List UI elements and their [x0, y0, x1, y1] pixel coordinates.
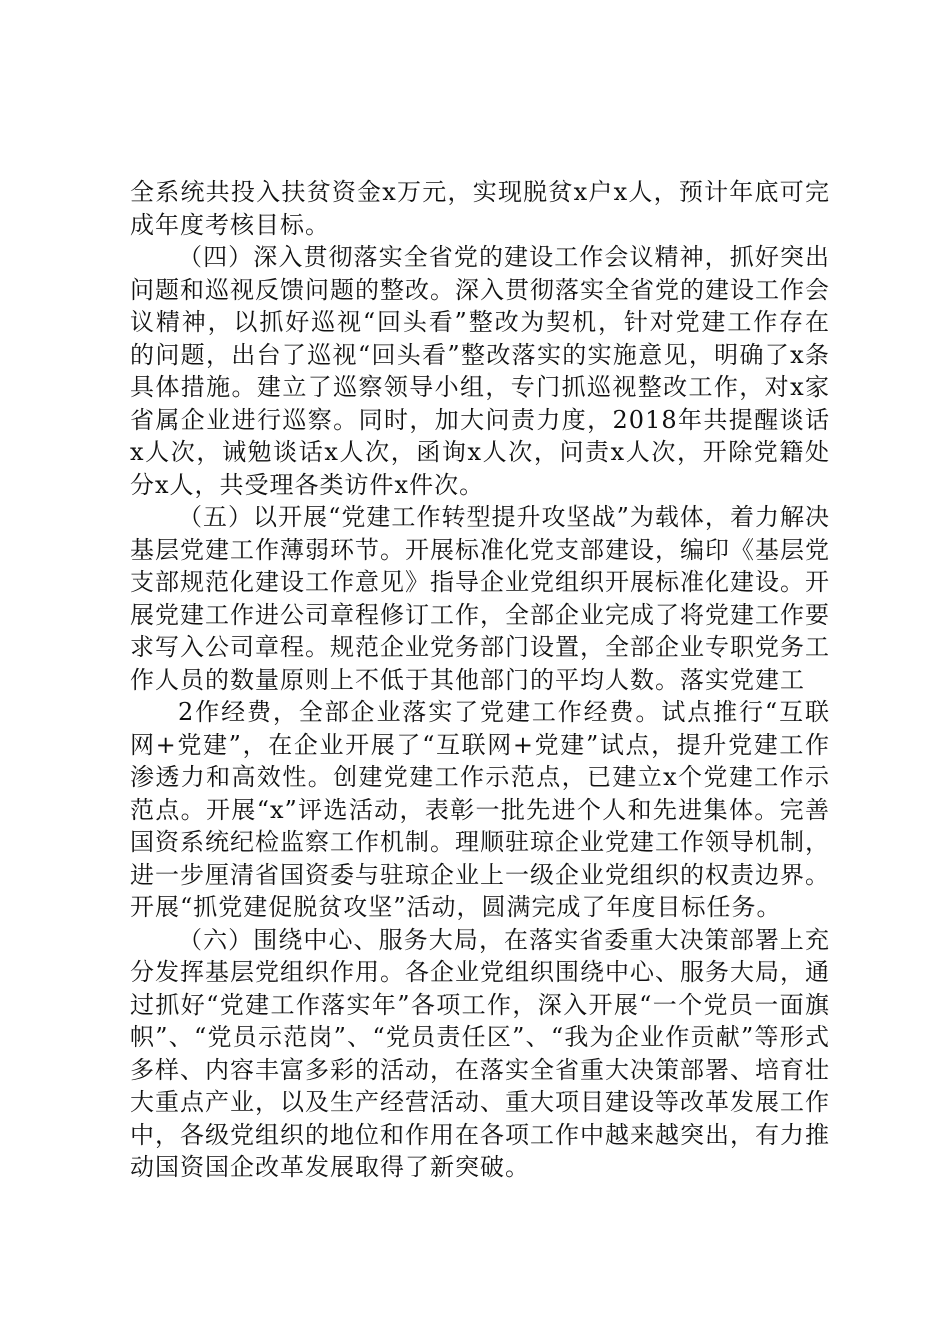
- document-body: [130, 176, 830, 1184]
- paragraph-section-5: （五）以开展“党建工作转型提升攻坚战”为载体，着力解决基层党建工作薄弱环节。开展标准化党支部建设，编印《基层党支部规范化建设工作意见》指导企业党组织开展标准化建设。开展党建工作进公司章程修订工作，全部企业完成了将党建工作要求写入公司章程。规范企业党务部门设置，全部企业专职党务工作人员的数量原则上不低于其他部门的平均人数。落实党建工: [130, 503, 830, 694]
- paragraph-section-5-continued: 2作经费，全部企业落实了党建工作经费。试点推行“互联网+党建”，在企业开展了“互联网+党建”试点，提升党建工作渗透力和高效性。创建党建工作示范点，已建立x个党建工作示范点。开展“x”评选活动，表彰一批先进个人和先进集体。完善国资系统纪检监察工作机制。理顺驻琼企业党建工作领导机制，进一步厘清省国资委与驻琼企业上一级企业党组织的权责边界。开展“抓党建促脱贫攻坚”活动，圆满完成了年度目标任务。: [130, 698, 830, 921]
- paragraph-section-6: （六）围绕中心、服务大局，在落实省委重大决策部署上充分发挥基层党组织作用。各企业党组织围绕中心、服务大局，通过抓好“党建工作落实年”各项工作，深入开展“一个党员一面旗帜”、“党员示范岗”、“党员责任区”、“我为企业作贡献”等形式多样、内容丰富多彩的活动，在落实全省重大决策部署、培育壮大重点产业，以及生产经营活动、重大项目建设等改革发展工作中，各级党组织的地位和作用在各项工作中越来越突出，有力推动国资国企改革发展取得了新突破。: [130, 925, 830, 1181]
- paragraph-continuation: 全系统共投入扶贫资金x万元，实现脱贫x户x人，预计年底可完成年度考核目标。: [130, 178, 830, 239]
- paragraph-section-4: （四）深入贯彻落实全省党的建设工作会议精神，抓好突出问题和巡视反馈问题的整改。深入贯彻落实全省党的建设工作会议精神，以抓好巡视“回头看”整改为契机，针对党建工作存在的问题，出台了巡视“回头看”整改落实的实施意见，明确了x条具体措施。建立了巡察领导小组，专门抓巡视整改工作，对x家省属企业进行巡察。同时，加大问责力度，2018年共提醒谈话x人次，诫勉谈话x人次，函询x人次，问责x人次，开除党籍处分x人，共受理各类访件x件次。: [130, 243, 830, 499]
